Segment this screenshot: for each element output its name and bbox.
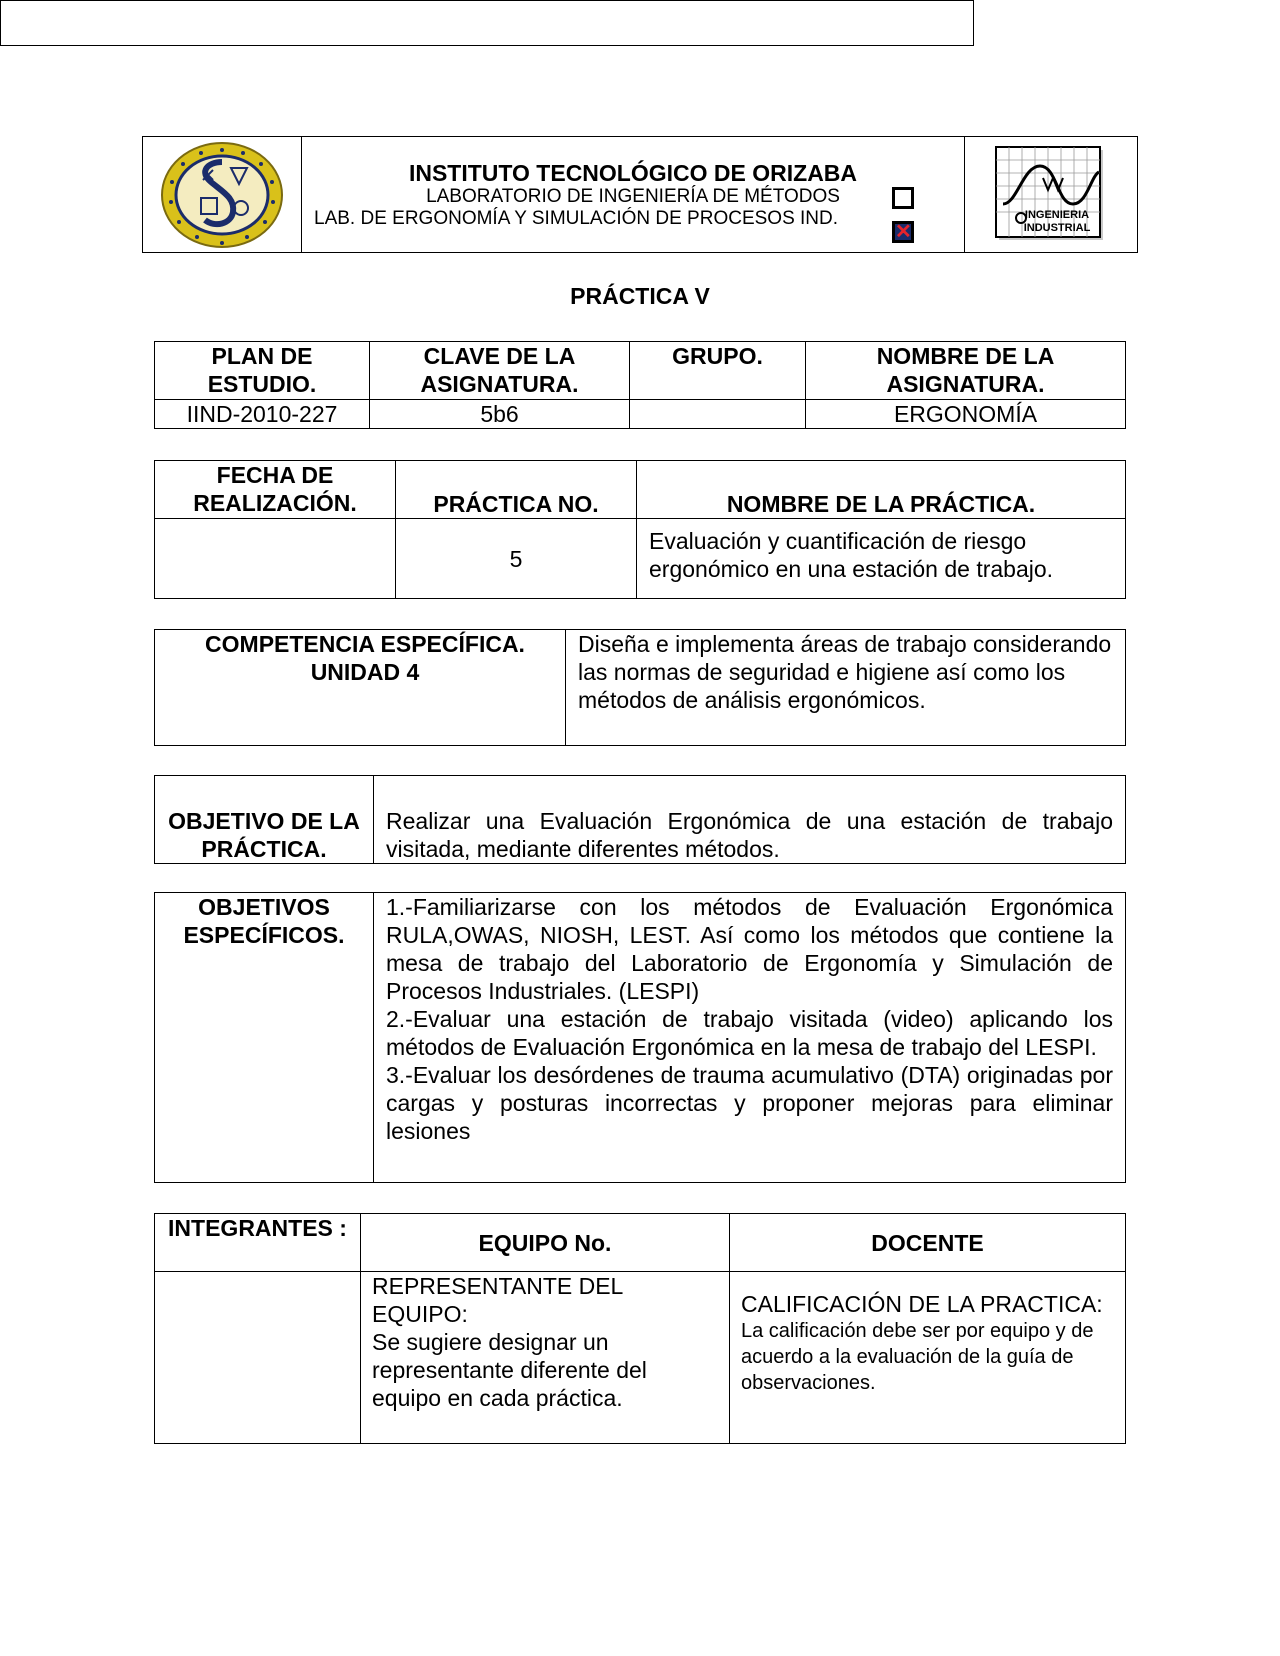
calificacion-text: La calificación debe ser por equipo y de acuerdo a la evaluación de la guía de observaciones. <box>741 1320 1094 1394</box>
header-table <box>142 136 1138 253</box>
grupo-value[interactable] <box>630 400 806 429</box>
objetivo-table <box>154 775 1126 864</box>
header-integrantes: INTEGRANTES : <box>155 1214 361 1272</box>
header-docente: DOCENTE <box>730 1214 1126 1272</box>
objetivo-label: OBJETIVO DE LA PRÁCTICA. <box>155 776 374 864</box>
unidad-label: UNIDAD 4 <box>310 659 420 685</box>
ingenieria-industrial-logo-icon <box>995 146 1107 244</box>
checked-x-icon: ✕ <box>895 221 912 243</box>
header-grupo: GRUPO. <box>630 342 806 400</box>
objetivo-especifico-2: 2.-Evaluar una estación de trabajo visitada (video) aplicando los métodos de Evaluación Ergonómica en la mesa de trabajo del LESPI. <box>386 1006 1113 1060</box>
header-nombre-asignatura: NOMBRE DE LA ASIGNATURA. <box>806 342 1126 400</box>
competencia-text: Diseña e implementa áreas de trabajo considerando las normas de seguridad e higiene así como los métodos de análisis ergonómicos. <box>566 630 1126 746</box>
header-plan: PLAN DE ESTUDIO. <box>155 342 370 400</box>
header-nombre-practica: NOMBRE DE LA PRÁCTICA. <box>637 461 1126 519</box>
logo-text-1: INGENIERIA <box>1024 208 1090 221</box>
footer-box <box>0 0 974 46</box>
course-table <box>154 341 1126 429</box>
practica-no-value: 5 <box>396 519 637 599</box>
integrantes-value[interactable] <box>155 1272 361 1444</box>
representante-cell <box>361 1272 730 1444</box>
lab-methods-checkbox[interactable] <box>892 187 914 209</box>
nombre-asignatura-value: ERGONOMÍA <box>806 400 1126 429</box>
competencia-table <box>154 629 1126 746</box>
left-logo-cell <box>143 137 302 253</box>
fecha-value[interactable] <box>155 519 396 599</box>
calificacion-title: CALIFICACIÓN DE LA PRACTICA: <box>741 1291 1103 1317</box>
representante-title: REPRESENTANTE DEL EQUIPO: <box>372 1273 623 1327</box>
right-logo-cell <box>965 137 1138 253</box>
header-equipo: EQUIPO No. <box>361 1214 730 1272</box>
header-fecha: FECHA DE REALIZACIÓN. <box>155 461 396 519</box>
team-table <box>154 1213 1126 1444</box>
nombre-practica-value: Evaluación y cuantificación de riesgo ergonómico en una estación de trabajo. <box>637 519 1126 599</box>
header-practica-no: PRÁCTICA NO. <box>396 461 637 519</box>
objetivos-especificos-cell <box>374 893 1126 1183</box>
competencia-label: COMPETENCIA ESPECÍFICA. <box>205 631 525 657</box>
objetivos-especificos-label: OBJETIVOS ESPECÍFICOS. <box>155 893 374 1183</box>
page-title: PRÁCTICA V <box>570 283 710 309</box>
objetivo-text: Realizar una Evaluación Ergonómica de una estación de trabajo visitada, mediante diferentes métodos. <box>374 776 1126 864</box>
lab-methods-label: LABORATORIO DE INGENIERÍA DE MÉTODOS <box>426 185 840 207</box>
logo-text-2: INDUSTRIAL <box>1023 221 1091 234</box>
calificacion-cell <box>730 1272 1126 1444</box>
clave-value: 5b6 <box>370 400 630 429</box>
objetivo-especifico-1: 1.-Familiarizarse con los métodos de Evaluación Ergonómica RULA,OWAS, NIOSH, LEST. Así como los métodos que contiene la mesa de trabajo del Laboratorio de Ergonomía y Simulación de Procesos Industriales. (LESPI) <box>386 894 1113 1004</box>
lab-ergonomics-label: LAB. DE ERGONOMÍA Y SIMULACIÓN DE PROCESOS IND. <box>314 207 839 229</box>
representante-text: Se sugiere designar un representante diferente del equipo en cada práctica. <box>372 1329 647 1411</box>
tec-orizaba-seal-icon <box>159 140 285 250</box>
header-clave: CLAVE DE LA ASIGNATURA. <box>370 342 630 400</box>
objetivos-especificos-table <box>154 892 1126 1183</box>
header-center-cell <box>302 137 965 253</box>
lab-ergonomics-checkbox[interactable] <box>892 221 914 243</box>
practice-table <box>154 460 1126 599</box>
objetivo-especifico-3: 3.-Evaluar los desórdenes de trauma acumulativo (DTA) originadas por cargas y posturas incorrectas y proponer mejoras para eliminar lesiones <box>386 1062 1113 1144</box>
competencia-label-cell <box>155 630 566 746</box>
institute-name: INSTITUTO TECNOLÓGICO DE ORIZABA <box>408 159 858 186</box>
plan-value: IIND-2010-227 <box>155 400 370 429</box>
